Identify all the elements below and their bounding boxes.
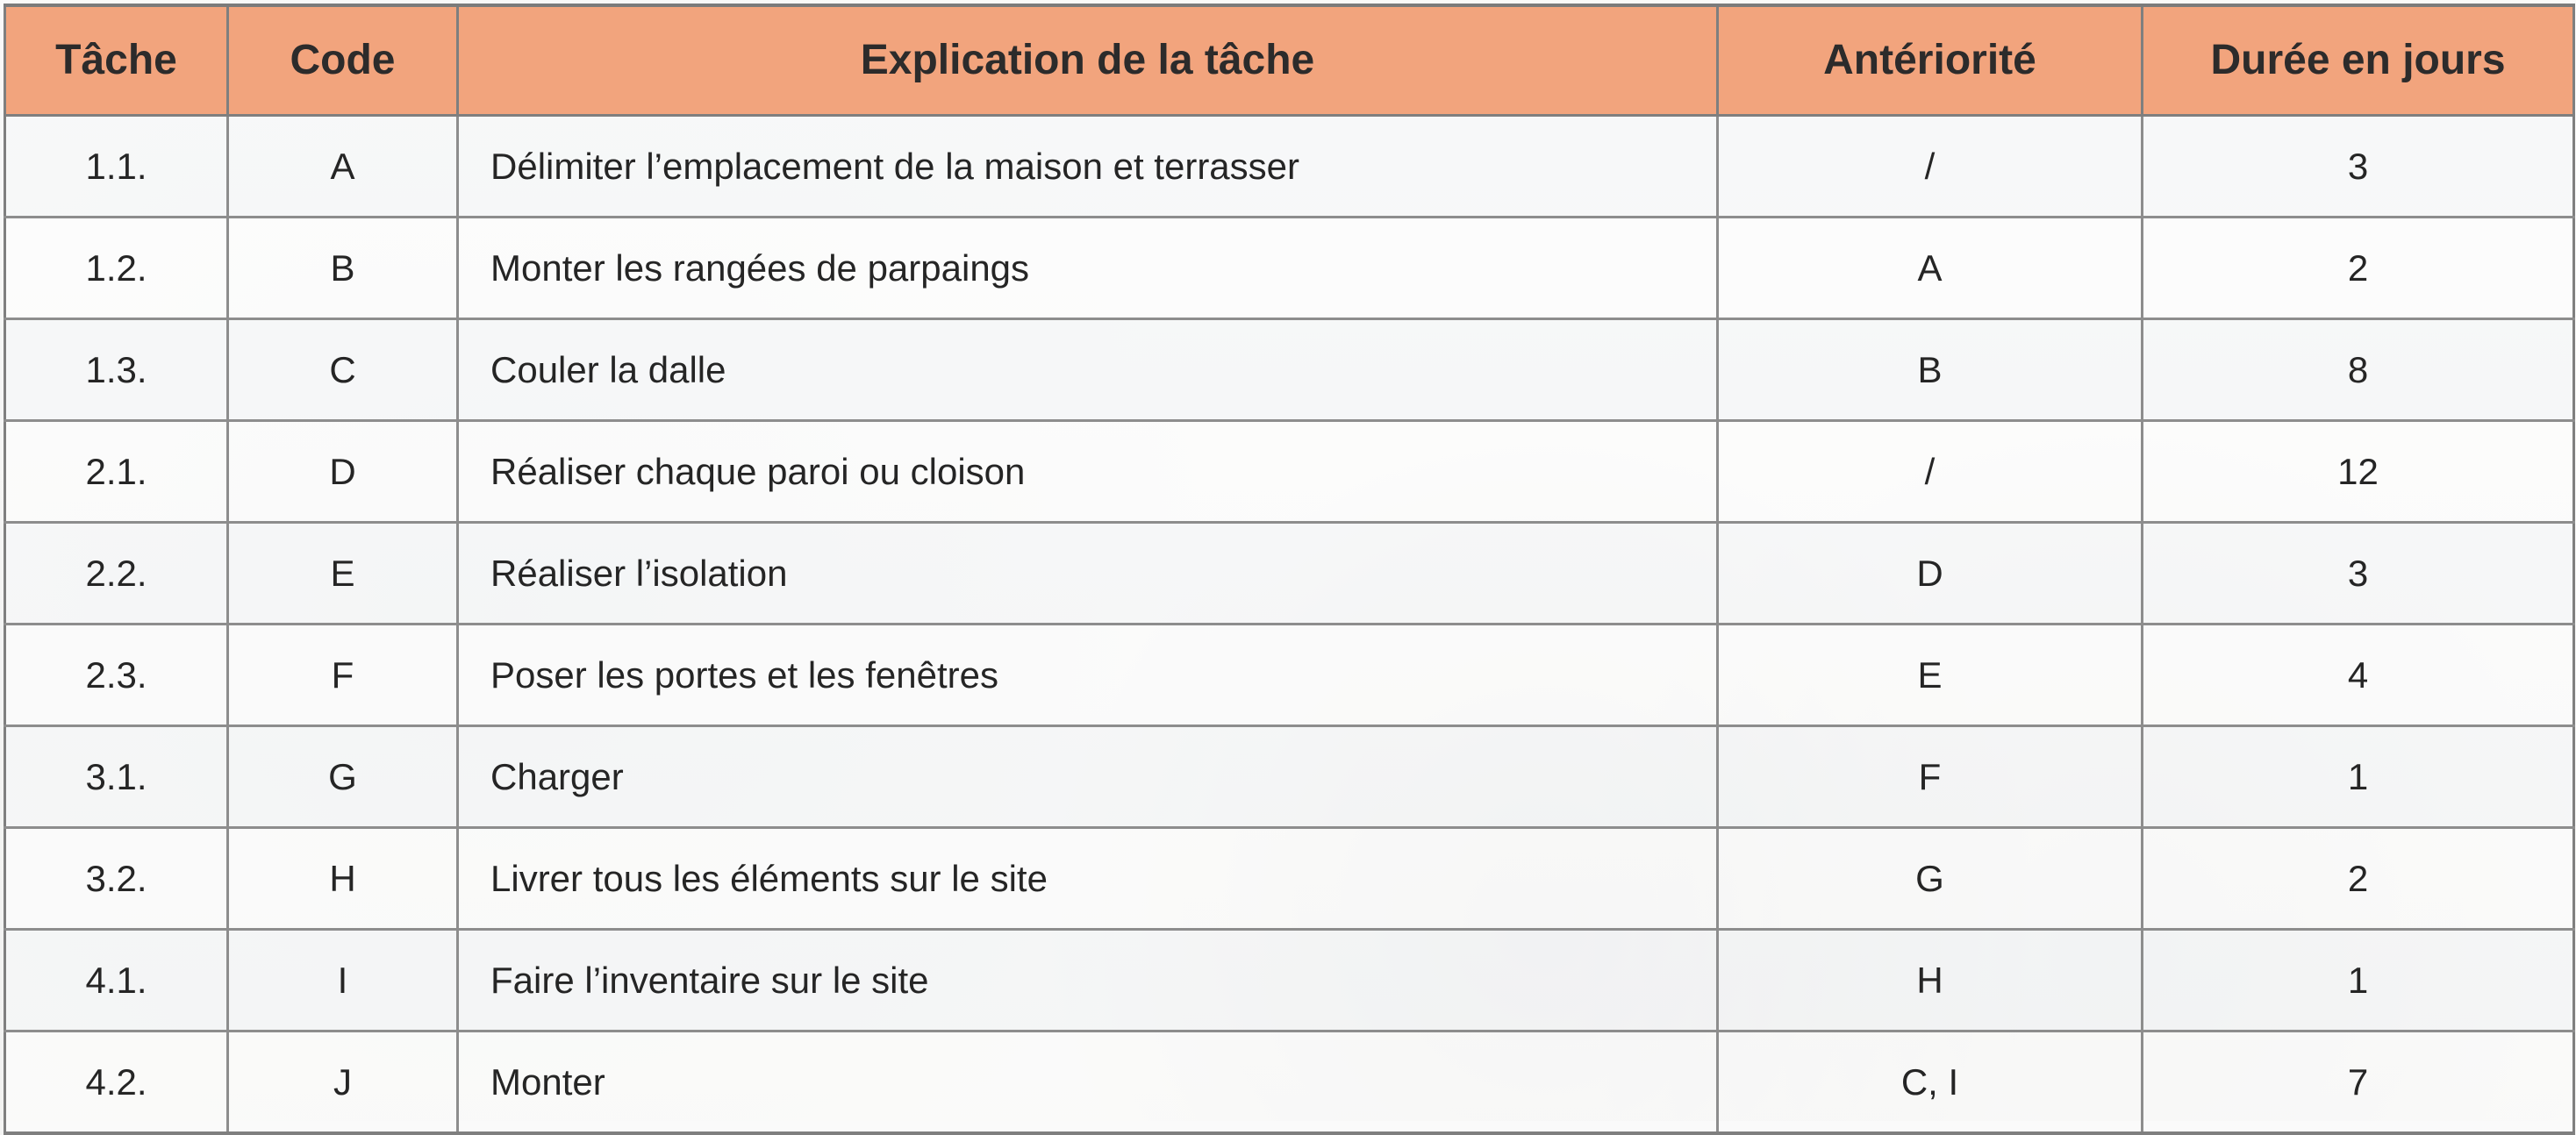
task-explanation-cell: Monter bbox=[458, 1031, 1718, 1134]
task-duration-cell: 4 bbox=[2143, 625, 2574, 726]
task-number-cell: 3.2. bbox=[5, 828, 228, 930]
task-code-cell: D bbox=[228, 421, 458, 523]
table-row bbox=[5, 930, 2574, 1031]
header-explanation: Explication de la tâche bbox=[458, 5, 1718, 116]
task-code-cell: C bbox=[228, 319, 458, 421]
table-row bbox=[5, 523, 2574, 625]
header-prior: Antériorité bbox=[1718, 5, 2143, 116]
task-table-container bbox=[4, 4, 2572, 1117]
header-task: Tâche bbox=[5, 5, 228, 116]
task-duration-cell: 8 bbox=[2143, 319, 2574, 421]
table-row bbox=[5, 421, 2574, 523]
task-duration-cell: 1 bbox=[2143, 930, 2574, 1031]
header-row bbox=[5, 5, 2574, 116]
task-number-cell: 2.3. bbox=[5, 625, 228, 726]
table-header bbox=[5, 5, 2574, 116]
task-explanation-cell: Monter les rangées de parpaings bbox=[458, 218, 1718, 319]
task-prior-cell: C, I bbox=[1718, 1031, 2143, 1134]
header-code: Code bbox=[228, 5, 458, 116]
task-code-cell: A bbox=[228, 116, 458, 218]
task-number-cell: 1.1. bbox=[5, 116, 228, 218]
task-prior-cell: G bbox=[1718, 828, 2143, 930]
task-number-cell: 1.3. bbox=[5, 319, 228, 421]
task-duration-cell: 7 bbox=[2143, 1031, 2574, 1134]
task-number-cell: 1.2. bbox=[5, 218, 228, 319]
task-code-cell: B bbox=[228, 218, 458, 319]
task-prior-cell: A bbox=[1718, 218, 2143, 319]
task-explanation-cell: Charger bbox=[458, 726, 1718, 828]
task-explanation-cell: Livrer tous les éléments sur le site bbox=[458, 828, 1718, 930]
task-code-cell: I bbox=[228, 930, 458, 1031]
task-code-cell: H bbox=[228, 828, 458, 930]
task-table bbox=[4, 4, 2575, 1135]
table-row bbox=[5, 828, 2574, 930]
task-duration-cell: 12 bbox=[2143, 421, 2574, 523]
task-number-cell: 4.1. bbox=[5, 930, 228, 1031]
table-row bbox=[5, 1031, 2574, 1134]
task-code-cell: E bbox=[228, 523, 458, 625]
task-number-cell: 2.1. bbox=[5, 421, 228, 523]
task-code-cell: G bbox=[228, 726, 458, 828]
table-row bbox=[5, 319, 2574, 421]
task-explanation-cell: Délimiter l’emplacement de la maison et terrasser bbox=[458, 116, 1718, 218]
task-explanation-cell: Réaliser chaque paroi ou cloison bbox=[458, 421, 1718, 523]
task-duration-cell: 3 bbox=[2143, 116, 2574, 218]
task-code-cell: J bbox=[228, 1031, 458, 1134]
task-explanation-cell: Réaliser l’isolation bbox=[458, 523, 1718, 625]
task-prior-cell: / bbox=[1718, 421, 2143, 523]
task-duration-cell: 1 bbox=[2143, 726, 2574, 828]
task-explanation-cell: Faire l’inventaire sur le site bbox=[458, 930, 1718, 1031]
table-row bbox=[5, 116, 2574, 218]
task-duration-cell: 2 bbox=[2143, 218, 2574, 319]
task-number-cell: 3.1. bbox=[5, 726, 228, 828]
task-code-cell: F bbox=[228, 625, 458, 726]
task-number-cell: 2.2. bbox=[5, 523, 228, 625]
task-prior-cell: B bbox=[1718, 319, 2143, 421]
table-row bbox=[5, 726, 2574, 828]
task-duration-cell: 3 bbox=[2143, 523, 2574, 625]
task-prior-cell: / bbox=[1718, 116, 2143, 218]
task-prior-cell: F bbox=[1718, 726, 2143, 828]
task-prior-cell: E bbox=[1718, 625, 2143, 726]
table-row bbox=[5, 625, 2574, 726]
table-row bbox=[5, 218, 2574, 319]
table-body bbox=[5, 116, 2574, 1134]
task-explanation-cell: Poser les portes et les fenêtres bbox=[458, 625, 1718, 726]
task-explanation-cell: Couler la dalle bbox=[458, 319, 1718, 421]
task-number-cell: 4.2. bbox=[5, 1031, 228, 1134]
task-prior-cell: D bbox=[1718, 523, 2143, 625]
header-duration: Durée en jours bbox=[2143, 5, 2574, 116]
task-duration-cell: 2 bbox=[2143, 828, 2574, 930]
task-prior-cell: H bbox=[1718, 930, 2143, 1031]
